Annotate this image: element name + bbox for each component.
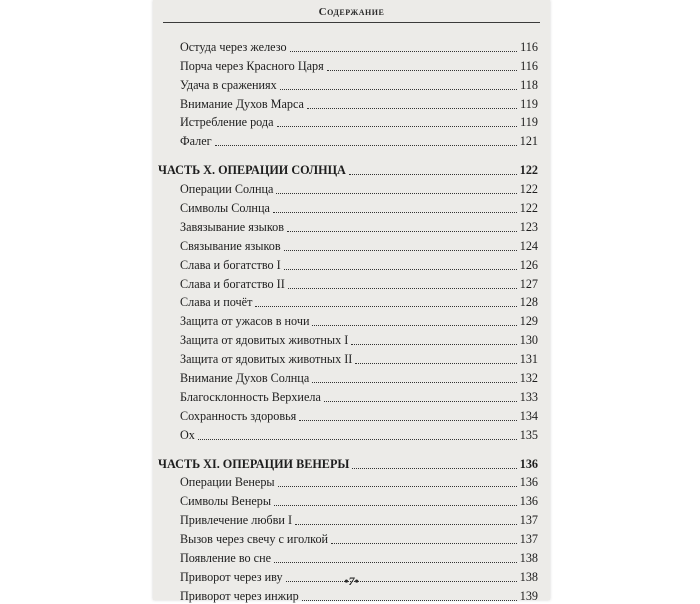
- toc-entry: [153, 509, 550, 528]
- toc-entry: [153, 197, 550, 216]
- dot-leader: [280, 88, 517, 90]
- toc-entry: [153, 490, 550, 509]
- toc-title: Привлечение любви I: [180, 513, 293, 528]
- toc-title: Фалег: [180, 134, 212, 149]
- dot-leader: [287, 230, 517, 232]
- toc-entry: [153, 367, 550, 386]
- dot-leader: [352, 467, 516, 469]
- toc-entry: [153, 216, 550, 235]
- toc-page-number: 122: [519, 201, 538, 216]
- toc-title: Внимание Духов Марса: [180, 96, 304, 111]
- toc-entry: [153, 405, 550, 424]
- dot-leader: [307, 107, 517, 109]
- toc-title: Операции Солнца: [180, 182, 274, 197]
- dot-leader: [288, 287, 517, 289]
- toc-page-number: 138: [519, 569, 538, 584]
- toc-entry: [153, 386, 550, 405]
- toc-page-number: 121: [519, 134, 538, 149]
- toc-page-number: 128: [519, 295, 538, 310]
- page-number: •7•: [344, 574, 359, 588]
- toc-title: Слава и почёт: [180, 295, 253, 310]
- toc-title: Порча через Красного Царя: [180, 58, 324, 73]
- toc-title: Операции Венеры: [180, 475, 275, 490]
- toc-title: Символы Венеры: [180, 494, 272, 509]
- toc-entry: [153, 528, 550, 547]
- dot-leader: [355, 362, 516, 364]
- table-of-contents: [153, 36, 550, 604]
- toc-entry: [153, 472, 550, 491]
- dot-leader: [312, 324, 516, 326]
- toc-title: Остуда через железо: [180, 39, 287, 54]
- toc-title: Приворот через инжир: [180, 588, 299, 603]
- toc-page-number: 135: [519, 427, 538, 442]
- toc-title: Завязывание языков: [180, 219, 284, 234]
- toc-page-number: 122: [519, 182, 538, 197]
- toc-entry: [153, 112, 550, 131]
- toc-title: Появление во сне: [180, 551, 272, 566]
- toc-page-number: 119: [520, 96, 538, 111]
- toc-entry: [153, 292, 550, 311]
- toc-page-number: 124: [519, 238, 538, 253]
- toc-page-number: 133: [519, 389, 538, 404]
- toc-page-number: 118: [520, 77, 538, 92]
- dot-leader: [273, 211, 517, 213]
- toc-page-number: 119: [520, 115, 538, 130]
- toc-title: Ох: [180, 427, 195, 442]
- toc-title: ЧАСТЬ X. ОПЕРАЦИИ СОЛНЦА: [158, 163, 346, 178]
- toc-page-number: 116: [520, 58, 538, 73]
- toc-title: ЧАСТЬ XI. ОПЕРАЦИИ ВЕНЕРЫ: [158, 456, 350, 471]
- toc-entry: [153, 36, 550, 55]
- toc-page-number: 126: [519, 257, 538, 272]
- toc-page-number: 130: [519, 333, 538, 348]
- toc-page-number: 137: [519, 513, 538, 528]
- toc-page-number: 134: [519, 408, 538, 423]
- toc-title: Вызов через свечу с иголкой: [180, 532, 329, 547]
- dot-leader: [351, 343, 516, 345]
- toc-entry: [153, 93, 550, 112]
- toc-entry: [153, 329, 550, 348]
- dot-leader: [324, 400, 517, 402]
- dot-leader: [331, 542, 517, 544]
- toc-page-number: 139: [519, 588, 538, 603]
- toc-entry: [153, 130, 550, 149]
- toc-entry: [153, 235, 550, 254]
- toc-page-number: 123: [519, 219, 538, 234]
- dot-leader: [290, 50, 518, 52]
- toc-title: Защита от ужасов в ночи: [180, 314, 310, 329]
- toc-part-heading: [153, 453, 550, 472]
- toc-entry: [153, 254, 550, 273]
- toc-entry: [153, 348, 550, 367]
- toc-page-number: 116: [520, 39, 538, 54]
- dot-leader: [274, 561, 517, 563]
- toc-title: Сохранность здоровья: [180, 408, 297, 423]
- toc-entry: [153, 424, 550, 443]
- toc-entry: [153, 178, 550, 197]
- dot-leader: [278, 485, 517, 487]
- dot-leader: [215, 144, 517, 146]
- toc-entry: [153, 547, 550, 566]
- toc-title: Приворот через иву: [180, 569, 283, 584]
- book-page: [153, 0, 550, 603]
- toc-title: Связывание языков: [180, 238, 281, 253]
- toc-entry: [153, 310, 550, 329]
- running-header: Содержание: [318, 6, 385, 18]
- dot-leader: [327, 69, 517, 71]
- toc-page-number: 127: [519, 276, 538, 291]
- toc-title: Защита от ядовитых животных I: [180, 333, 349, 348]
- toc-page-number: 129: [519, 314, 538, 329]
- toc-entry: [153, 273, 550, 292]
- toc-title: Символы Солнца: [180, 201, 270, 216]
- toc-page-number: 137: [519, 532, 538, 547]
- toc-title: Слава и богатство I: [180, 257, 281, 272]
- toc-title: Внимание Духов Солнца: [180, 371, 310, 386]
- header-rule: [163, 22, 540, 23]
- dot-leader: [312, 381, 516, 383]
- toc-title: Удача в сражениях: [180, 77, 277, 92]
- dot-leader: [255, 305, 516, 307]
- dot-leader: [295, 523, 517, 525]
- toc-page-number: 138: [519, 551, 538, 566]
- toc-page-number: 132: [519, 371, 538, 386]
- dot-leader: [299, 419, 516, 421]
- dot-leader: [277, 125, 518, 127]
- toc-page-number: 136: [519, 494, 538, 509]
- toc-title: Истребление рода: [180, 115, 274, 130]
- toc-page-number: 136: [519, 456, 538, 471]
- toc-part-heading: [153, 159, 550, 178]
- toc-entry: [153, 74, 550, 93]
- toc-title: Благосклонность Верхиела: [180, 389, 321, 404]
- toc-title: Защита от ядовитых животных II: [180, 352, 353, 367]
- dot-leader: [276, 192, 516, 194]
- dot-leader: [284, 249, 517, 251]
- dot-leader: [349, 173, 517, 175]
- toc-page-number: 131: [519, 352, 538, 367]
- dot-leader: [284, 268, 517, 270]
- toc-entry: [153, 55, 550, 74]
- toc-page-number: 136: [519, 475, 538, 490]
- toc-page-number: 122: [519, 163, 538, 178]
- toc-title: Слава и богатство II: [180, 276, 285, 291]
- dot-leader: [274, 504, 517, 506]
- dot-leader: [198, 438, 517, 440]
